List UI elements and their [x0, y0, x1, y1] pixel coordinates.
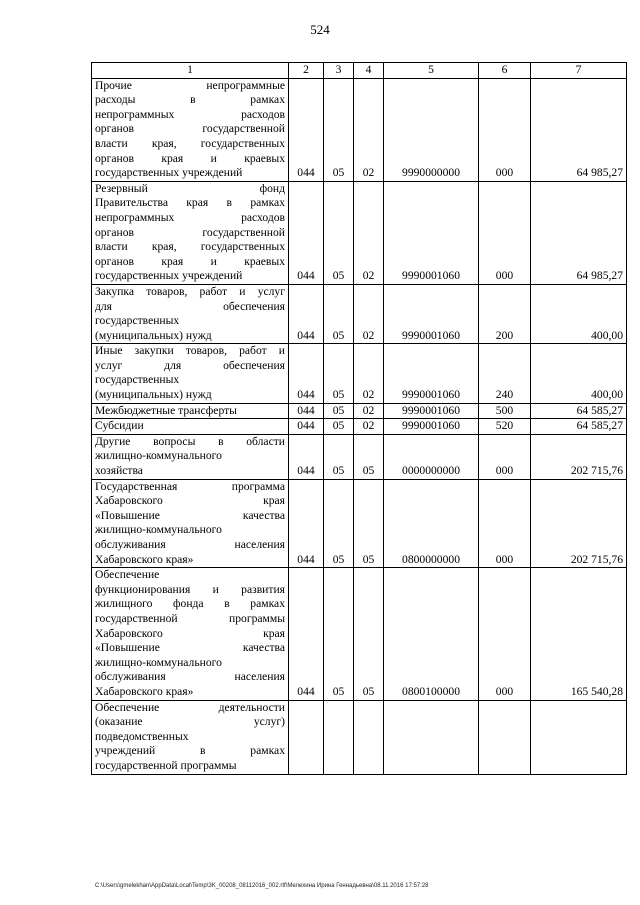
row-name-line: услуг для обеспечения — [95, 358, 285, 372]
row-name-line: государственной программы — [95, 758, 237, 772]
subsection-code-cell: 02 — [354, 403, 384, 419]
subsection-code-cell: 05 — [354, 479, 384, 568]
row-name-line: государственной программы — [95, 611, 285, 625]
amount-cell: 202 715,76 — [531, 434, 627, 479]
row-name-line: хозяйства — [95, 464, 143, 478]
row-name-line: Иные закупки товаров, работ и — [95, 344, 285, 358]
section-code-cell: 05 — [324, 434, 354, 479]
amount-cell: 165 540,28 — [531, 568, 627, 700]
row-name-line: для обеспечения — [95, 299, 285, 313]
ministry-code-cell: 044 — [289, 419, 324, 435]
row-name-cell — [92, 568, 289, 700]
expense-type-cell: 500 — [479, 403, 531, 419]
expense-type-cell: 000 — [479, 181, 531, 284]
row-name-line: Государственная программа — [95, 479, 285, 493]
expense-type-cell — [479, 700, 531, 774]
section-code-cell — [324, 700, 354, 774]
ministry-code-cell: 044 — [289, 403, 324, 419]
column-header: 1 — [92, 63, 289, 79]
row-name-line: жилищного фонда в рамках — [95, 597, 285, 611]
table-row — [92, 181, 627, 284]
row-name-cell — [92, 284, 289, 343]
amount-cell: 64 585,27 — [531, 403, 627, 419]
target-article-cell: 0800000000 — [384, 479, 479, 568]
row-name-cell — [92, 403, 289, 419]
expense-type-cell: 000 — [479, 78, 531, 181]
expense-type-cell: 000 — [479, 479, 531, 568]
column-header: 6 — [479, 63, 531, 79]
ministry-code-cell: 044 — [289, 78, 324, 181]
row-name-line: (оказание услуг) — [95, 715, 285, 729]
section-code-cell: 05 — [324, 568, 354, 700]
column-header: 5 — [384, 63, 479, 79]
ministry-code-cell: 044 — [289, 479, 324, 568]
row-name-line: жилищно-коммунального — [95, 655, 222, 669]
row-name-line: жилищно-коммунального — [95, 449, 222, 463]
amount-cell: 64 985,27 — [531, 181, 627, 284]
target-article-cell — [384, 700, 479, 774]
row-name-line: «Повышение качества — [95, 641, 285, 655]
row-name-line: жилищно-коммунального — [95, 523, 222, 537]
table-row — [92, 479, 627, 568]
amount-cell: 64 585,27 — [531, 419, 627, 435]
row-name-line: органов края и краевых — [95, 254, 285, 268]
file-path-footer: C:\Users\gmelekhan\AppData\Local\Temp\3K_00208_08112016_002.rtf\Мелехина Ирина Геннадьевна\08.11.2016 17:57:28 — [95, 883, 429, 889]
row-name-line: Межбюджетные трансферты — [95, 403, 237, 417]
row-name-line: Резервный фонд — [95, 181, 285, 195]
expense-type-cell: 520 — [479, 419, 531, 435]
column-header: 2 — [289, 63, 324, 79]
row-name-line: Другие вопросы в области — [95, 434, 285, 448]
row-name-cell — [92, 181, 289, 284]
row-name-line: Хабаровского края — [95, 494, 285, 508]
row-name-line: государственных — [95, 373, 180, 387]
row-name-line: Хабаровского края — [95, 626, 285, 640]
row-name-line: органов государственной — [95, 122, 285, 136]
target-article-cell: 9990001060 — [384, 181, 479, 284]
row-name-cell — [92, 419, 289, 435]
row-name-line: учреждений в рамках — [95, 744, 285, 758]
subsection-code-cell — [354, 700, 384, 774]
subsection-code-cell: 02 — [354, 181, 384, 284]
target-article-cell: 9990001060 — [384, 419, 479, 435]
row-name-line: обслуживания населения — [95, 538, 285, 551]
section-code-cell: 05 — [324, 479, 354, 568]
row-name-line: подведомственных — [95, 729, 189, 743]
amount-cell: 400,00 — [531, 284, 627, 343]
ministry-code-cell: 044 — [289, 181, 324, 284]
row-name-cell — [92, 700, 289, 774]
page-number: 524 — [310, 22, 330, 37]
row-name-line: Хабаровского края» — [95, 684, 194, 698]
row-name-line: (муниципальных) нужд — [95, 328, 212, 342]
target-article-cell: 9990001060 — [384, 344, 479, 403]
section-code-cell: 05 — [324, 78, 354, 181]
row-name-line: государственных учреждений — [95, 166, 243, 180]
row-name-line: Закупка товаров, работ и услуг — [95, 284, 285, 298]
subsection-code-cell: 02 — [354, 419, 384, 435]
column-header: 3 — [324, 63, 354, 79]
target-article-cell: 9990001060 — [384, 403, 479, 419]
row-name-line: обслуживания населения — [95, 670, 285, 684]
row-name-cell — [92, 78, 289, 181]
row-name-line: (муниципальных) нужд — [95, 388, 212, 402]
subsection-code-cell: 02 — [354, 78, 384, 181]
amount-cell: 64 985,27 — [531, 78, 627, 181]
target-article-cell: 0800100000 — [384, 568, 479, 700]
amount-cell — [531, 700, 627, 774]
row-name-line: власти края, государственных — [95, 240, 285, 254]
section-code-cell: 05 — [324, 344, 354, 403]
amount-cell: 400,00 — [531, 344, 627, 403]
subsection-code-cell: 05 — [354, 434, 384, 479]
subsection-code-cell: 02 — [354, 284, 384, 343]
row-name-line: непрограммных расходов — [95, 210, 285, 224]
column-header: 7 — [531, 63, 627, 79]
row-name-line: органов края и краевых — [95, 151, 285, 165]
subsection-code-cell: 02 — [354, 344, 384, 403]
row-name-line: «Повышение качества — [95, 508, 285, 522]
subsection-code-cell: 05 — [354, 568, 384, 700]
row-name-cell — [92, 434, 289, 479]
expense-type-cell: 200 — [479, 284, 531, 343]
ministry-code-cell: 044 — [289, 344, 324, 403]
table-row — [92, 419, 627, 435]
row-name-line: Хабаровского края» — [95, 552, 194, 566]
row-name-line: расходы в рамках — [95, 93, 285, 107]
row-name-line: Субсидии — [95, 419, 144, 433]
table-row — [92, 344, 627, 403]
ministry-code-cell: 044 — [289, 284, 324, 343]
column-header: 4 — [354, 63, 384, 79]
row-name-line: Обеспечение — [95, 568, 160, 582]
section-code-cell: 05 — [324, 403, 354, 419]
row-name-cell — [92, 479, 289, 568]
table-header-row — [92, 63, 627, 79]
table-row — [92, 403, 627, 419]
budget-table — [91, 62, 627, 775]
table-row — [92, 434, 627, 479]
target-article-cell: 9990001060 — [384, 284, 479, 343]
row-name-line: Прочие непрограммные — [95, 78, 285, 92]
table-row — [92, 78, 627, 181]
row-name-line: государственных учреждений — [95, 269, 243, 283]
table-row — [92, 700, 627, 774]
row-name-line: непрограммных расходов — [95, 107, 285, 121]
target-article-cell: 0000000000 — [384, 434, 479, 479]
section-code-cell: 05 — [324, 284, 354, 343]
expense-type-cell: 240 — [479, 344, 531, 403]
table-row — [92, 284, 627, 343]
amount-cell: 202 715,76 — [531, 479, 627, 568]
row-name-line: Обеспечение деятельности — [95, 700, 285, 714]
row-name-line: функционирования и развития — [95, 582, 285, 596]
ministry-code-cell — [289, 700, 324, 774]
expense-type-cell: 000 — [479, 434, 531, 479]
row-name-line: власти края, государственных — [95, 136, 285, 150]
row-name-cell — [92, 344, 289, 403]
section-code-cell: 05 — [324, 419, 354, 435]
row-name-line: Правительства края в рамках — [95, 196, 285, 210]
row-name-line: органов государственной — [95, 225, 285, 239]
ministry-code-cell: 044 — [289, 568, 324, 700]
table-row — [92, 568, 627, 700]
ministry-code-cell: 044 — [289, 434, 324, 479]
expense-type-cell: 000 — [479, 568, 531, 700]
target-article-cell: 9990000000 — [384, 78, 479, 181]
section-code-cell: 05 — [324, 181, 354, 284]
row-name-line: государственных — [95, 314, 180, 328]
